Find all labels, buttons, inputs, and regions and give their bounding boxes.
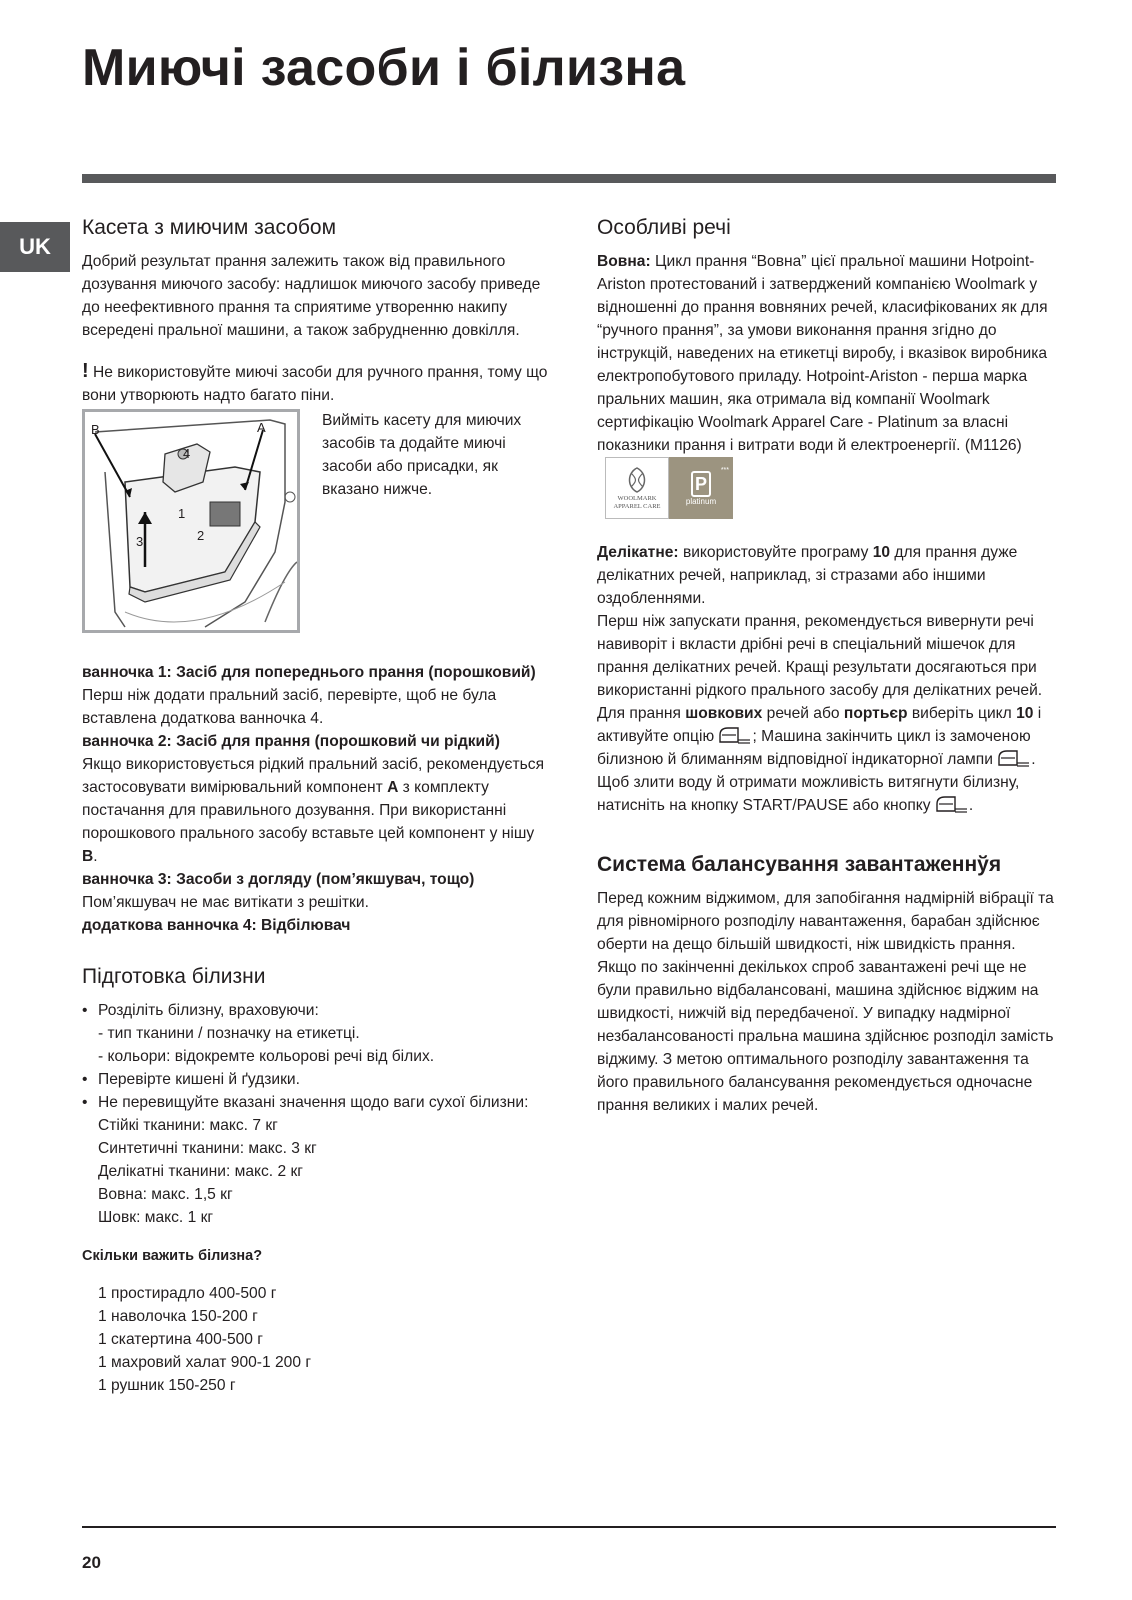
cassette-heading: Касета з миючим засобом xyxy=(82,216,337,239)
list-item: 1 рушник 150-250 г xyxy=(98,1377,236,1394)
woolmark-icon xyxy=(622,465,652,495)
label-3: 3 xyxy=(136,534,144,549)
warning-text: Не використовуйте миючі засоби для ручного прання, тому що вони утворюють надто багато піни. xyxy=(82,364,548,404)
weights-heading: Скільки важить білизна? xyxy=(82,1248,263,1264)
list-item: • Розділіть білизну, враховуючи: - тип тканини / позначку на етикетці. - кольори: відокремте кольорові речі від білих. xyxy=(82,999,552,1068)
list-item: 1 махровий халат 900-1 200 г xyxy=(98,1354,312,1371)
cassette-warning xyxy=(82,360,552,407)
list-item: 1 скатертина 400-500 г xyxy=(98,1331,263,1348)
platinum-p-icon: P xyxy=(691,471,711,497)
rinse-hold-icon xyxy=(935,795,969,813)
top-rule xyxy=(82,174,1056,183)
rinse-hold-icon xyxy=(718,726,752,744)
list-item: 1 простирадло 400-500 г xyxy=(98,1285,277,1302)
list-item: • Не перевищуйте вказані значення щодо ваги сухої білизни: Стійкі тканини: макс. 7 кг Синтетичні тканини: макс. 3 кг Делікатні тканини: макс. 2 кг Вовна: макс. 1,5 кг Шовк: макс. 1 кг xyxy=(82,1091,552,1229)
delicate-paragraph-2: Перш ніж запускати прання, рекомендується вивернути речі навиворіт і вкласти дрібні речі в спеціальний мішечок для прання делікатних речей. Кращі результати досягаються при використанні рідкого прального засобу для делікатних речей. xyxy=(597,613,1043,699)
compartment-4-title: додаткова ванночка 4: Відбілювач xyxy=(82,917,351,934)
compartment-2-title: ванночка 2: Засіб для прання (порошковий чи рідкий) xyxy=(82,733,500,750)
label-4: 4 xyxy=(183,446,191,461)
compartment-3-text: Пом’якшувач не має витікати з решітки. xyxy=(82,894,369,911)
balance-heading: Система балансування завантаженнўя xyxy=(597,853,1002,876)
list-item: • Перевірте кишені й ґудзики. xyxy=(82,1068,552,1091)
page-title: Миючі засоби і білизна xyxy=(82,39,686,97)
label-b: B xyxy=(91,422,100,437)
label-1: 1 xyxy=(178,506,186,521)
bottom-rule xyxy=(82,1526,1056,1528)
detergent-dispenser-figure xyxy=(82,409,300,633)
prep-heading: Підготовка білизни xyxy=(82,965,266,988)
left-column xyxy=(82,214,552,1397)
label-2: 2 xyxy=(197,528,205,543)
rinse-hold-icon xyxy=(997,749,1031,767)
woolmark-logo: WOOLMARK APPAREL CARE xyxy=(605,457,669,519)
silk-paragraph: Для прання шовкових речей або портьєр виберіть цикл 10 і активуйте опцію ; Машина закінчить цикл із замоченою білизною й блиманням відповідної індикаторної лампи . Щоб злити воду й отримати можливість витягнути білизну, натисніть на кнопку START/PAUSE або кнопку . xyxy=(597,705,1042,814)
wool-paragraph: Вовна: Цикл прання “Вовна” цієї пральної машини Hotpoint-Ariston протестований і затверджений компанією Woolmark у відношенні до прання вовняних речей, класифікованих як для “ручного прання”, за умови виконання прання згідно до інструкцій, наведених на етикетці виробу, і вказівок виробника електропобутового приладу. Hotpoint-Ariston - перша марка пральних машин, яка отримала від компанії Woolmark сертифікацію Woolmark Apparel Care - Platinum за власні показники прання і витрати води й електроенергії. (M1126) WOOLMARK APPAREL CARE *** P platinum xyxy=(597,250,1059,519)
dispenser-figure-block xyxy=(82,409,552,639)
right-column xyxy=(597,214,1059,1117)
figure-caption: Вийміть касету для миючих засобів та додайте миючі засоби або присадки, як вказано нижче. xyxy=(322,412,522,498)
special-heading: Особливі речі xyxy=(597,216,731,239)
balance-text: Перед кожним віджимом, для запобігання надмірній вібрації та для рівномірного розподілу навантаження, барабан здійснює оберти на дещо більшій швидкості, ніж швидкість прання. Якщо по закінченні декількох спроб завантажені речі ще не були правильно відбалансовані, машина здійснює віджим на швидкості, нижчій від передбаченої. У випадку надмірної незбалансованості пральна машина здійснює розподіл замість віджиму. З метою оптимального розподілу завантаження та його правильного балансування рекомендується одночасне прання великих і малих речей. xyxy=(597,890,1054,1114)
certification-logos xyxy=(605,457,733,519)
dispenser-drawing xyxy=(85,412,297,630)
delicate-paragraph: Делікатне: використовуйте програму 10 для прання дуже делікатних речей, наприклад, зі стразами або іншими оздобленнями. xyxy=(597,544,1018,607)
platinum-logo: *** P platinum xyxy=(669,457,733,519)
label-a: A xyxy=(257,420,266,435)
compartment-2-text: Якщо використовується рідкий пральний засіб, рекомендується застосовувати вимірювальний компонент А з комплекту постачання для правильного дозування. При використанні порошкового прального засобу вставьте цей компонент у нішу B. xyxy=(82,756,545,865)
language-tab: UK xyxy=(0,222,70,272)
list-item: 1 наволочка 150-200 г xyxy=(98,1308,258,1325)
weights-list xyxy=(82,1282,552,1397)
page-number: 20 xyxy=(82,1553,101,1572)
compartment-1-title: ванночка 1: Засіб для попереднього прання (порошковий) xyxy=(82,664,536,681)
prep-list xyxy=(82,999,552,1229)
warning-icon: ! xyxy=(82,360,89,382)
compartment-1-text: Перш ніж додати пральний засіб, перевірте, щоб не була вставлена додаткова ванночка 4. xyxy=(82,687,497,727)
compartment-3-title: ванночка 3: Засоби з догляду (пом’якшувач, тощо) xyxy=(82,871,475,888)
cassette-intro: Добрий результат прання залежить також від правильного дозування миючого засобу: надлишок миючого засобу приведе до неефективного прання та сприятиме утворенню накипу всередені пральної машини, а також забрудненню довкілля. xyxy=(82,253,541,339)
